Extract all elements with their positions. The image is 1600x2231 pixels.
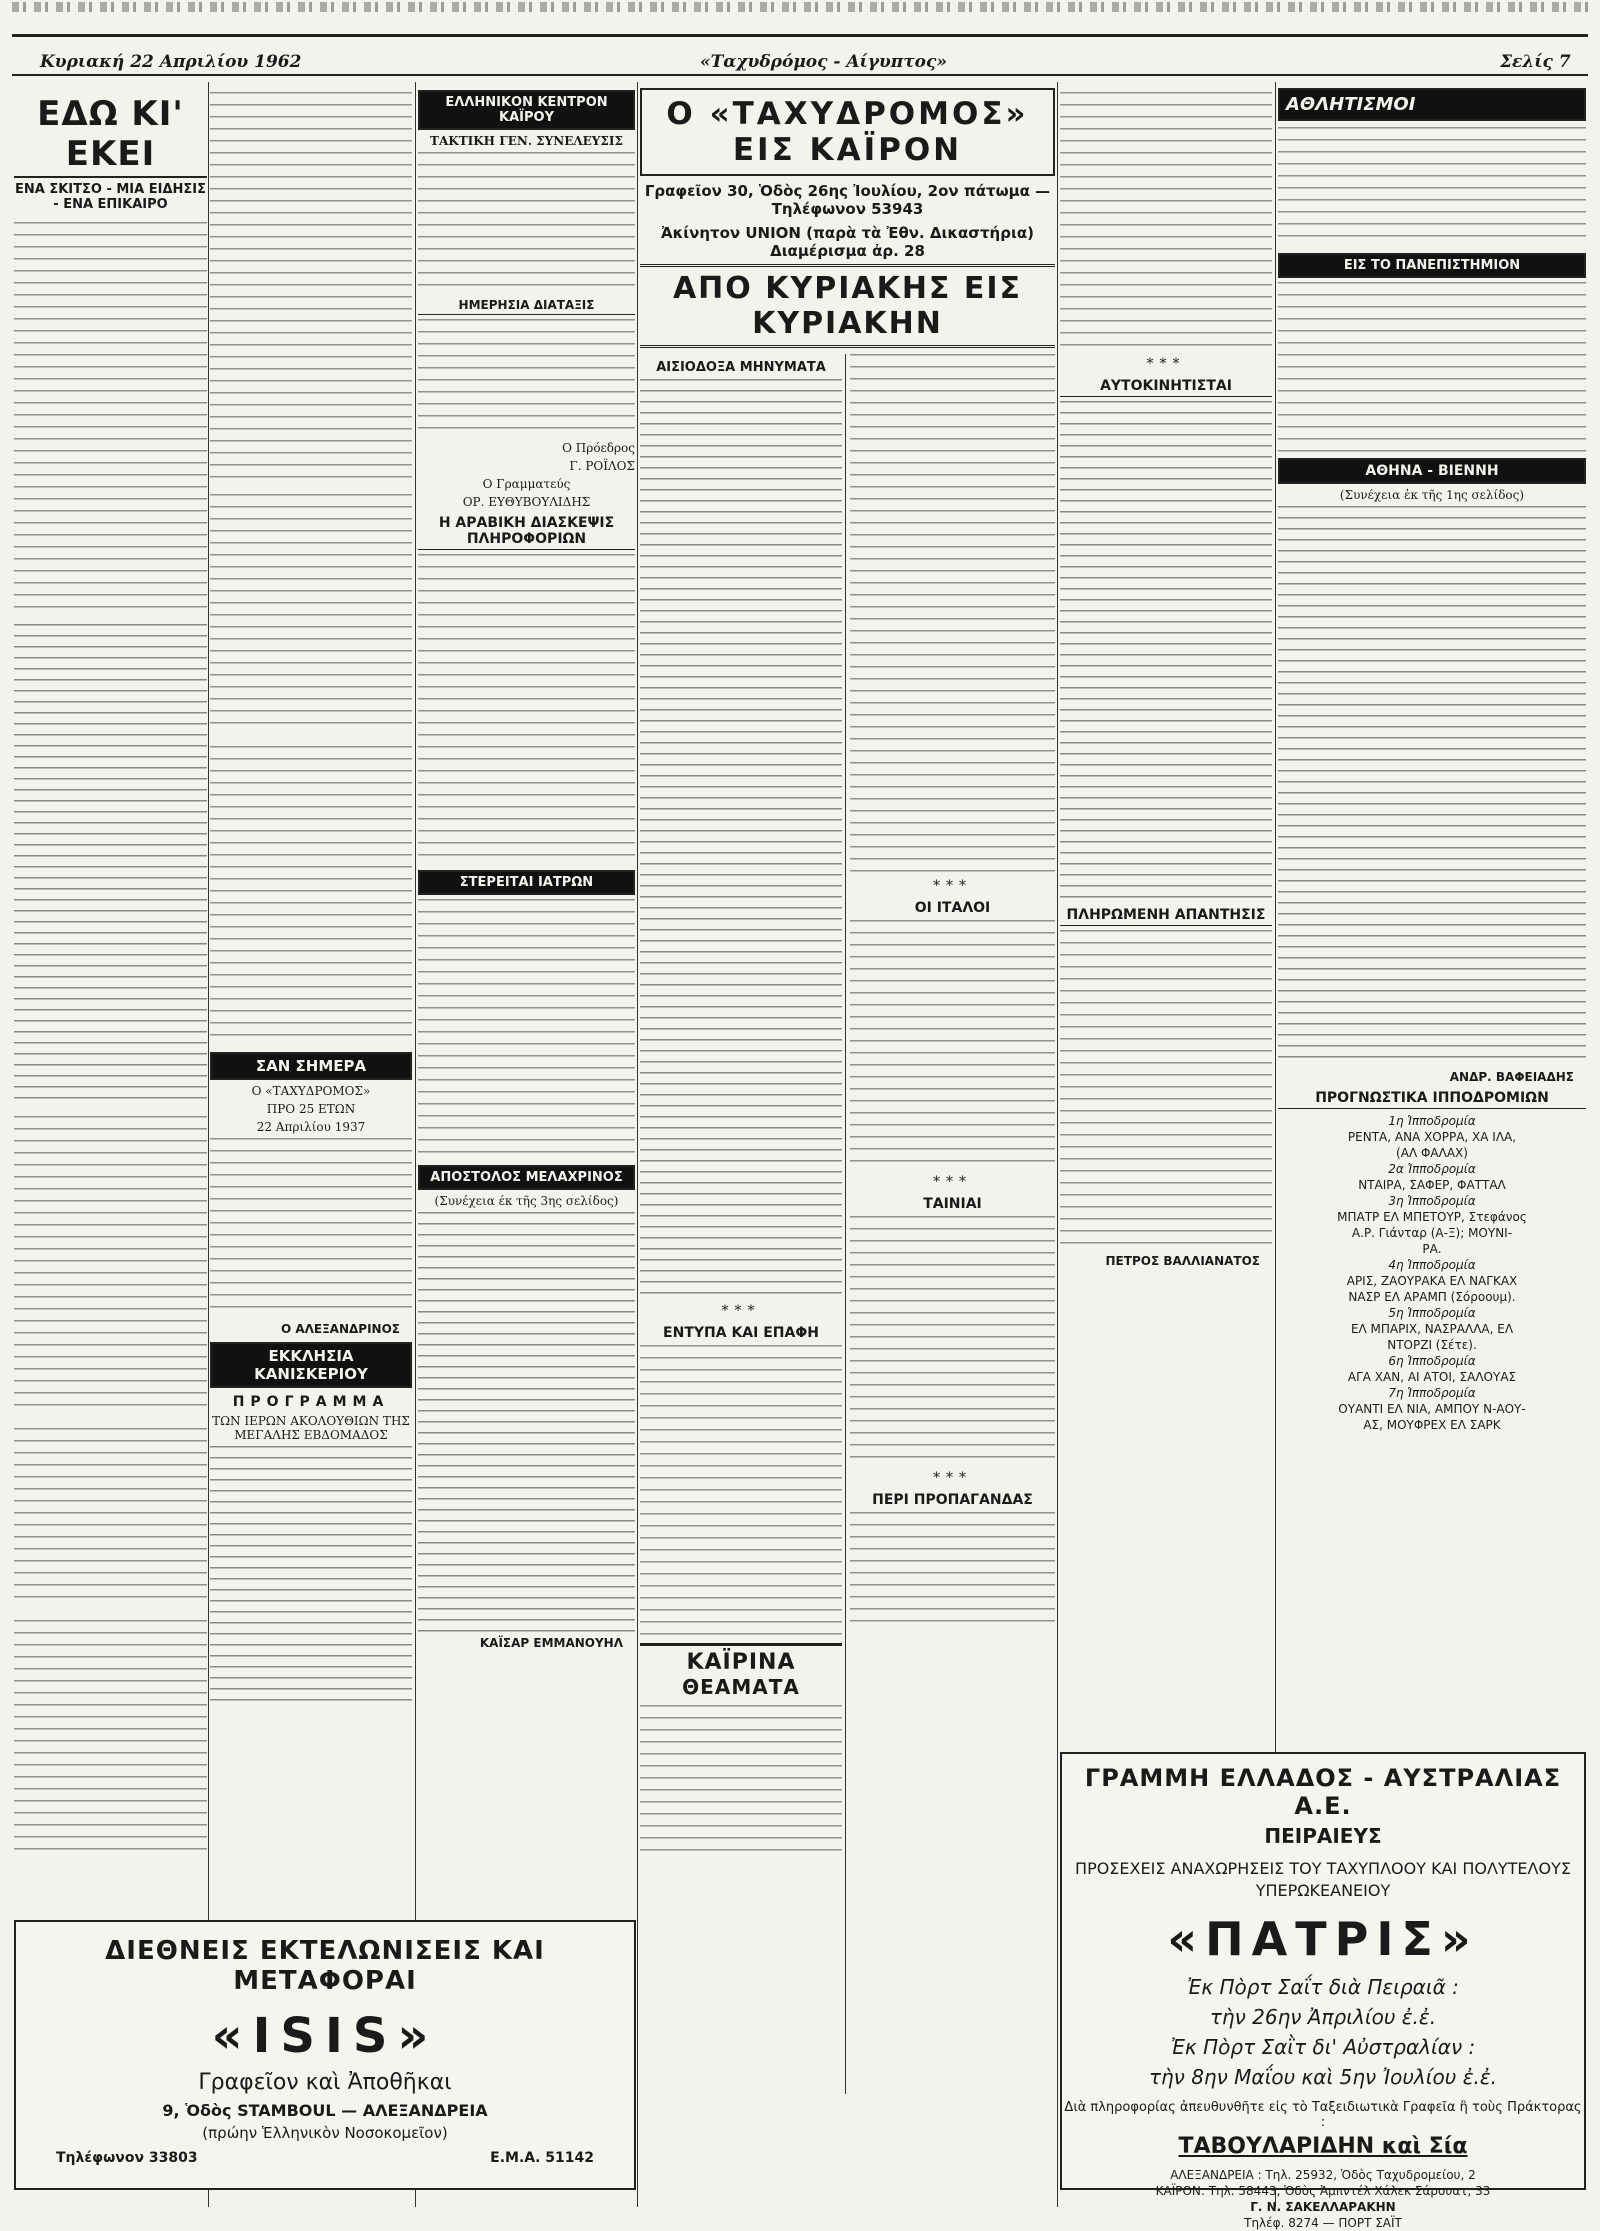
- article-text: [418, 899, 635, 1159]
- today-subtitle: Ο «ΤΑΧΥΔΡΟΜΟΣ»: [251, 1084, 371, 1098]
- article-text: [14, 624, 207, 1104]
- section-banner-cairo: Ο «ΤΑΧΥΔΡΟΜΟΣ» ΕΙΣ ΚΑΪΡΟΝ: [640, 88, 1055, 176]
- ad-agent: ΤΑΒΟΥΛΑΡΙΔΗΝ καὶ Σία: [1178, 2134, 1468, 2159]
- agenda-text: [418, 319, 635, 439]
- ad-phone: Τηλέφωνον 33803: [56, 2150, 198, 2166]
- schedule-line: Ἐκ Πὸρτ Σαΐτ διὰ Πειραιᾶ :: [1187, 1975, 1459, 1999]
- advertisement-isis: [14, 1920, 636, 2190]
- race-heading: 7η Ἱπποδρομία: [1388, 1386, 1476, 1400]
- cairo-column-right: [850, 354, 1055, 1632]
- section-title-apostolos: ΑΠΟΣΤΟΛΟΣ ΜΕΛΑΧΡΙΝΟΣ: [418, 1165, 635, 1190]
- agenda-title: ΗΜΕΡΗΣΙΑ ΔΙΑΤΑΞΙΣ: [418, 298, 635, 315]
- section-title-kairina: ΚΑΪΡΙΝΑ: [640, 1643, 842, 1675]
- section-title-doctors: ΣΤΕΡΕΙΤΑΙ ΙΑΤΡΩΝ: [418, 870, 635, 895]
- column-subtitle: ΕΝΑ ΣΚΙΤΣΟ - ΜΙΑ ΕΙΔΗΣΙΣ - ΕΝΑ ΕΠΙΚΑΙΡΟ: [14, 182, 206, 212]
- column-edo-ki-ekei: [14, 82, 207, 2207]
- separator-stars: ***: [933, 1174, 972, 1190]
- section-title-arab-conference: Η ΑΡΑΒΙΚΗ ΔΙΑΣΚΕΨΙΣ ΠΛΗΡΟΦΟΡΙΩΝ: [418, 515, 635, 550]
- office-address: Ἀκίνητον UNION (παρὰ τὰ Ἐθν. Δικαστήρια) Διαμέρισμα ἀρ. 28: [661, 224, 1034, 260]
- race-entry: (ΑΛ ΦΑΛΑΧ): [1396, 1146, 1468, 1160]
- column-two: [210, 82, 412, 2207]
- race-entry: ΝΑΣΡ ΕΛ ΑΡΑΜΠ (Σόροουμ).: [1348, 1290, 1516, 1304]
- continued-note: (Συνέχεια έκ τῆς 3ης σελίδος): [434, 1194, 619, 1208]
- separator-stars: ***: [721, 1303, 761, 1319]
- header-rule: [12, 74, 1588, 76]
- column-rule: [1057, 82, 1058, 2207]
- section-banner-sunday: ΑΠΟ ΚΥΡΙΑΚΗΣ ΕΙΣ ΚΥΡΙΑΚΗΝ: [640, 264, 1055, 348]
- article-text: [850, 1216, 1055, 1466]
- program-text: [210, 1446, 412, 1706]
- subheading: ΤΑΙΝΙΑΙ: [923, 1196, 982, 1212]
- race-entry: ΟΥΑΝΤΙ ΕΛ ΝΙΑ, ΑΜΠΟΥ Ν-ΑΟΥ-: [1338, 1402, 1526, 1416]
- cairo-column-left: [640, 354, 842, 1855]
- separator-stars: ***: [933, 1470, 972, 1486]
- byline: ΚΑΪΣΑΡ ΕΜΜΑΝΟΥΗΛ: [479, 1636, 623, 1650]
- article-text: [418, 554, 635, 864]
- article-text: [14, 1428, 207, 1608]
- column-rule: [637, 82, 638, 2207]
- column-title: ΕΔΩ ΚΙ' ΕΚΕΙ: [14, 94, 207, 178]
- ad-ship-name: «ΠΑΤΡΙΣ»: [1167, 1912, 1479, 1966]
- signature-title: Ο Πρόεδρος: [562, 441, 635, 455]
- signature-title: Ο Γραμματεύς: [482, 477, 571, 491]
- ad-headline: ΓΡΑΜΜΗ ΕΛΛΑΔΟΣ - ΑΥΣΤΡΑΛΙΑΣ Α.Ε.: [1084, 1764, 1562, 1820]
- ad-info: Διὰ πληροφορίας ἀπευθυνθῆτε εἰς τὸ Ταξειδιωτικὰ Γραφεῖα ἢ τοὺς Πράκτορας :: [1064, 2100, 1582, 2130]
- byline: ΑΝΔΡ. ΒΑΦΕΙΑΔΗΣ: [1449, 1070, 1574, 1084]
- continued-note: (Συνέχεια ἐκ τῆς 1ης σελίδος): [1339, 488, 1525, 502]
- race-heading: 5η Ἱπποδρομία: [1388, 1306, 1476, 1320]
- race-entry: ΝΤΑΙΡΑ, ΣΑΦΕΡ, ΦΑΤΤΑΛ: [1358, 1178, 1506, 1192]
- office-line: Τηλέφ. 8274 — ΠΟΡΤ ΣΑΪΤ: [1244, 2216, 1402, 2230]
- section-subtitle: ΤΑΚΤΙΚΗ ΓΕΝ. ΣΥΝΕΛΕΥΣΙΣ: [430, 134, 623, 148]
- article-text: [14, 222, 207, 612]
- article-text: [14, 1620, 207, 1860]
- section-title-university: ΕΙΣ ΤΟ ΠΑΝΕΠΙΣΤΗΜΙΟΝ: [1278, 253, 1586, 278]
- ad-ema: Ε.Μ.Α. 51142: [490, 2150, 594, 2166]
- ad-brand-name: «ISIS»: [211, 2008, 439, 2064]
- office-line: ΚΑΪΡΟΝ: Τηλ. 58443, Ὁδὸς Ἀμπντέλ Χάλεκ Σάρουατ, 33: [1155, 2184, 1491, 2198]
- article-text: [1278, 282, 1586, 452]
- signature-name: Γ. ΡΟΪΛΟΣ: [569, 459, 635, 473]
- race-entry: ΡΑ.: [1422, 1242, 1442, 1256]
- top-rule: [12, 14, 1588, 37]
- race-entry: ΜΠΑΤΡ ΕΛ ΜΠΕΤΟΥΡ, Στεφάνος: [1337, 1210, 1527, 1224]
- advertisement-patris: [1060, 1752, 1586, 2230]
- race-entry: ΕΛ ΜΠΑΡΙΧ, ΝΑΣΡΑΛΛΑ, ΕΛ: [1350, 1322, 1514, 1336]
- column-rule: [415, 82, 416, 2207]
- race-heading: 3η Ἱπποδρομία: [1388, 1194, 1476, 1208]
- section-title-theamata: ΘΕΑΜΑΤΑ: [682, 1675, 800, 1699]
- section-title-horse-racing: ΠΡΟΓΝΩΣΤΙΚΑ ΙΠΠΟΔΡΟΜΙΩΝ: [1278, 1090, 1586, 1109]
- program-subtitle: ΤΩΝ ΙΕΡΩΝ ΑΚΟΛΟΥΘΙΩΝ ΤΗΣ ΜΕΓΑΛΗΣ ΕΒΔΟΜΑΔΟΣ: [212, 1414, 410, 1442]
- subheading: ΠΕΡΙ ΠΡΟΠΑΓΑΝΔΑΣ: [872, 1492, 1033, 1508]
- byline: Ο ΑΛΕΞΑΝΔΡΙΝΟΣ: [280, 1322, 400, 1336]
- race-entry: Α.Ρ. Γιάνταρ (Α-Ξ); ΜΟΥΝΙ-: [1351, 1226, 1513, 1240]
- separator-stars: ***: [933, 878, 972, 894]
- article-text: [850, 920, 1055, 1170]
- ad-line: ΠΕΙΡΑΙΕΥΣ: [1264, 1824, 1382, 1848]
- race-heading: 6η Ἱπποδρομία: [1388, 1354, 1476, 1368]
- race-entry: ΝΤΟΡΖΙ (Σέτε).: [1387, 1338, 1477, 1352]
- ad-line: Γραφεῖον καὶ Ἀποθῆκαι: [198, 2070, 452, 2095]
- article-text: [1278, 127, 1586, 247]
- top-edge-scan-noise: [12, 2, 1588, 12]
- article-text: [640, 379, 842, 1299]
- office-address: Γραφεῖον 30, Ὁδὸς 26ης Ἰουλίου, 2ον πάτωμα — Τηλέφωνον 53943: [644, 182, 1051, 218]
- article-text: [210, 494, 412, 734]
- article-text: [1060, 92, 1272, 352]
- race-heading: 2α Ἱπποδρομία: [1388, 1162, 1476, 1176]
- article-text: [418, 152, 635, 292]
- race-heading: 1η Ἱπποδρομία: [1388, 1114, 1476, 1128]
- race-entry: ΑΡΙΣ, ΖΑΟΥΡΑΚΑ ΕΛ ΝΑΓΚΑΧ: [1346, 1274, 1518, 1288]
- column-rule: [208, 82, 209, 2207]
- schedule-line: τὴν 26ην Ἀπριλίου ἐ.ἐ.: [1209, 2005, 1437, 2029]
- column-rule: [845, 354, 846, 2094]
- section-title-drivers: ΑΥΤΟΚΙΝΗΤΙΣΤΑΙ: [1060, 378, 1272, 397]
- ad-line: ΠΡΟΣΕΧΕΙΣ ΑΝΑΧΩΡΗΣΕΙΣ ΤΟΥ ΤΑΧΥΠΛΟΟΥ ΚΑΙ ΠΟΛΥΤΕΛΟΥΣ ΥΠΕΡΩΚΕΑΝΕΙΟΥ: [1075, 1859, 1571, 1900]
- article-text: [210, 746, 412, 1046]
- article-text: [1278, 506, 1586, 1066]
- article-text: [640, 1345, 842, 1635]
- article-text: [850, 354, 1055, 874]
- article-text: [210, 92, 412, 482]
- article-text: [418, 1212, 635, 1632]
- section-title-paid-reply: ΠΛΗΡΩΜΕΝΗ ΑΠΑΝΤΗΣΙΣ: [1060, 907, 1272, 926]
- section-title-sports: ΑΘΛΗΤΙΣΜΟΙ: [1278, 88, 1586, 121]
- schedule-line: τὴν 8ην Μαΐου καὶ 5ην Ἰουλίου ἐ.ἐ.: [1148, 2065, 1498, 2089]
- signature-name: ΟΡ. ΕΥΘΥΒΟΥΛΙΔΗΣ: [462, 495, 591, 509]
- race-predictions: [1278, 1113, 1586, 1433]
- article-text: [210, 1138, 412, 1318]
- ad-address: 9, Ὁδὸς STAMBOUL — ΑΛΕΞΑΝΔΡΕΙΑ: [162, 2101, 488, 2120]
- ad-schedule: [1062, 1972, 1584, 2092]
- race-entry: ΑΓΑ ΧΑΝ, ΑΙ ΑΤΟΙ, ΣΑΛΟΥΑΣ: [1347, 1370, 1517, 1384]
- header-page-number: Σελίς 7: [1500, 52, 1571, 72]
- race-heading: 4η Ἱπποδρομία: [1388, 1258, 1476, 1272]
- header-paper-name: «Ταχυδρόμος - Αίγυπτος»: [700, 52, 947, 72]
- today-date: 22 Απριλίου 1937: [256, 1120, 366, 1134]
- subheading: ΕΝΤΥΠΑ ΚΑΙ ΕΠΑΦΗ: [663, 1325, 819, 1341]
- schedule-line: Ἐκ Πὸρτ Σαῒτ δι' Αὐστραλίαν :: [1170, 2035, 1476, 2059]
- column-cairo: [640, 82, 1055, 2207]
- subheading: ΟΙ ΙΤΑΛΟΙ: [914, 900, 991, 916]
- program-title: ΠΡΟΓΡΑΜΜΑ: [232, 1394, 390, 1410]
- race-entry: ΡΕΝΤΑ, ΑΝΑ ΧΟΡΡΑ, ΧΑ ΙΛΑ,: [1347, 1130, 1517, 1144]
- column-three: [418, 82, 635, 2207]
- section-title-hellenic-center: ΕΛΛΗΝΙΚΟΝ ΚΕΝΤΡΟΝ ΚΑΪΡΟΥ: [418, 90, 635, 130]
- subheading: ΑΙΣΙΟΔΟΞΑ ΜΗΝΥΜΑΤΑ: [656, 360, 826, 375]
- ad-offices: [1062, 2167, 1584, 2231]
- byline: ΠΕΤΡΟΣ ΒΑΛΛΙΑΝΑΤΟΣ: [1105, 1254, 1260, 1268]
- ad-contact-row: [16, 2150, 634, 2166]
- today-subtitle: ΠΡΟ 25 ΕΤΩΝ: [266, 1102, 356, 1116]
- article-text: [1060, 930, 1272, 1250]
- article-text: [1060, 401, 1272, 901]
- section-title-church: ΕΚΚΛΗΣΙΑ ΚΑΝΙΣΚΕΡΙΟΥ: [210, 1342, 412, 1388]
- ad-headline: ΔΙΕΘΝΕΙΣ ΕΚΤΕΛΩΝΙΣΕΙΣ ΚΑΙ ΜΕΤΑΦΟΡΑΙ: [105, 1936, 545, 1996]
- listing-text: [640, 1705, 842, 1855]
- section-title-today: ΣΑΝ ΣΗΜΕΡΑ: [210, 1052, 412, 1080]
- separator-stars: ***: [1146, 356, 1186, 372]
- header-date: Κυριακή 22 Απριλίου 1962: [40, 52, 302, 72]
- ad-line: (πρώην Ἑλληνικὸν Νοσοκομεῖον): [202, 2124, 448, 2142]
- article-text: [850, 1512, 1055, 1632]
- office-line: ΑΛΕΞΑΝΔΡΕΙΑ : Τηλ. 25932, Ὁδὸς Ταχυδρομείου, 2: [1170, 2168, 1476, 2182]
- article-text: [14, 1116, 207, 1416]
- office-line: Γ. Ν. ΣΑΚΕΛΛΑΡΑΚΗΝ: [1250, 2200, 1396, 2214]
- section-title-athens-vienna: ΑΘΗΝΑ - ΒΙΕΝΝΗ: [1278, 458, 1586, 484]
- race-entry: ΑΣ, ΜΟΥΦΡΕΧ ΕΛ ΣΑΡΚ: [1363, 1418, 1501, 1432]
